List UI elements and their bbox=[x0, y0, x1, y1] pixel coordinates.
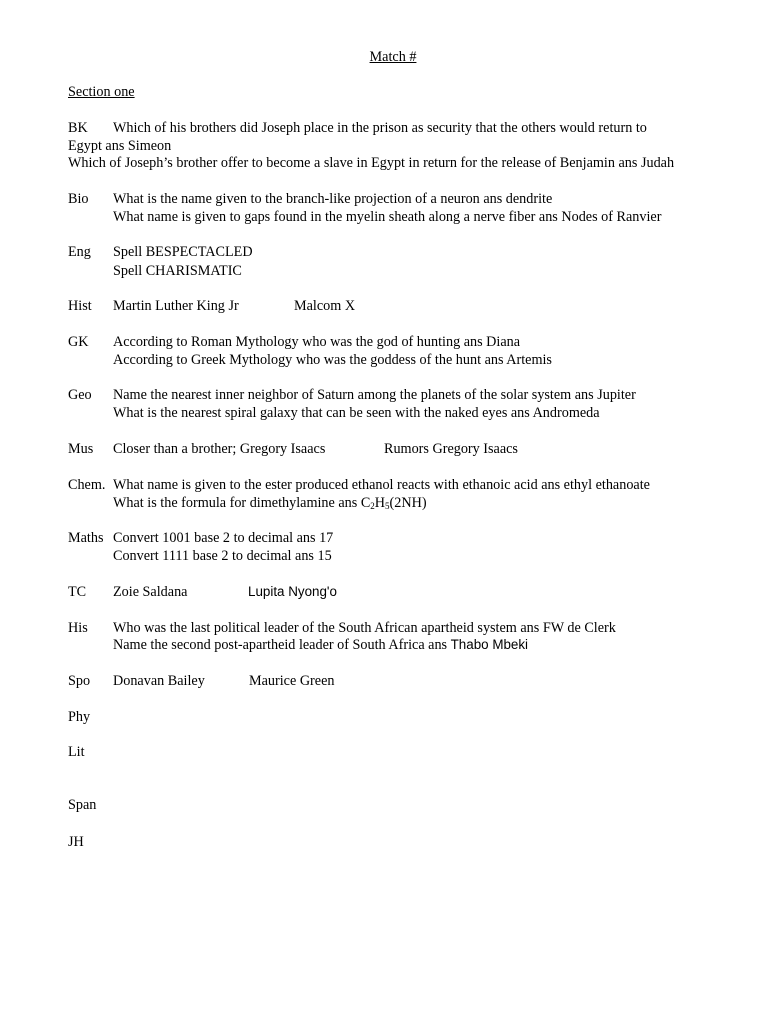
bk-question-2: Which of Joseph’s brother offer to become a slave in Egypt in return for the release of Benjamin ans Judah bbox=[68, 155, 675, 171]
subject-jh: JH bbox=[68, 834, 84, 850]
subject-gk: GK bbox=[68, 334, 89, 350]
chem-question-1: What name is given to the ester produced ethanol reacts with ethanoic acid ans ethyl ethanoate bbox=[113, 477, 650, 493]
geo-question-2: What is the nearest spiral galaxy that can be seen with the naked eyes ans Andromeda bbox=[113, 405, 600, 421]
geo-question-1: Name the nearest inner neighbor of Saturn among the planets of the solar system ans Jupiter bbox=[113, 387, 636, 403]
subject-chem: Chem. bbox=[68, 477, 106, 493]
gk-question-2: According to Greek Mythology who was the goddess of the hunt ans Artemis bbox=[113, 352, 552, 368]
subject-hist: Hist bbox=[68, 298, 92, 314]
hist-answer-2: Malcom X bbox=[294, 298, 356, 314]
eng-question-1: Spell BESPECTACLED bbox=[113, 244, 253, 260]
bk-question-1-line-1: Which of his brothers did Joseph place in the prison as security that the others would return to bbox=[113, 120, 647, 136]
subject-bk: BK bbox=[68, 120, 88, 136]
section-heading: Section one bbox=[68, 84, 135, 100]
page-title: Match # bbox=[369, 49, 417, 65]
his-question-2: Name the second post-apartheid leader of South Africa ans Thabo Mbeki bbox=[113, 637, 529, 653]
spo-answer-2: Maurice Green bbox=[249, 673, 335, 689]
maths-question-1: Convert 1001 base 2 to decimal ans 17 bbox=[113, 530, 334, 546]
his-question-1: Who was the last political leader of the South African apartheid system ans FW de Clerk bbox=[113, 620, 616, 636]
bio-question-1: What is the name given to the branch-like projection of a neuron ans dendrite bbox=[113, 191, 553, 207]
subject-tc: TC bbox=[68, 584, 87, 600]
subject-bio: Bio bbox=[68, 191, 89, 207]
subject-his: His bbox=[68, 620, 88, 636]
subject-phy: Phy bbox=[68, 709, 91, 725]
subject-span: Span bbox=[68, 797, 97, 813]
mus-answer-2: Rumors Gregory Isaacs bbox=[384, 441, 518, 457]
gk-question-1: According to Roman Mythology who was the god of hunting ans Diana bbox=[113, 334, 521, 350]
bio-question-2: What name is given to gaps found in the myelin sheath along a nerve fiber ans Nodes of Ranvier bbox=[113, 209, 662, 225]
hist-answer-1: Martin Luther King Jr bbox=[113, 298, 239, 314]
eng-question-2: Spell CHARISMATIC bbox=[113, 263, 242, 279]
mus-answer-1: Closer than a brother; Gregory Isaacs bbox=[113, 441, 326, 457]
subject-geo: Geo bbox=[68, 387, 92, 403]
tc-answer-2: Lupita Nyong'o bbox=[248, 584, 337, 599]
subject-maths: Maths bbox=[68, 530, 104, 546]
maths-question-2: Convert 1111 base 2 to decimal ans 15 bbox=[113, 548, 332, 564]
subject-mus: Mus bbox=[68, 441, 94, 457]
subject-spo: Spo bbox=[68, 673, 91, 689]
tc-answer-1: Zoie Saldana bbox=[113, 584, 188, 600]
subject-lit: Lit bbox=[68, 744, 85, 760]
chem-question-2: What is the formula for dimethylamine ans $C_2H_5(2NH)$ bbox=[113, 495, 427, 511]
spo-answer-1: Donavan Bailey bbox=[113, 673, 205, 689]
bk-question-1-line-2: Egypt ans Simeon bbox=[68, 138, 172, 154]
subject-eng: Eng bbox=[68, 244, 91, 260]
